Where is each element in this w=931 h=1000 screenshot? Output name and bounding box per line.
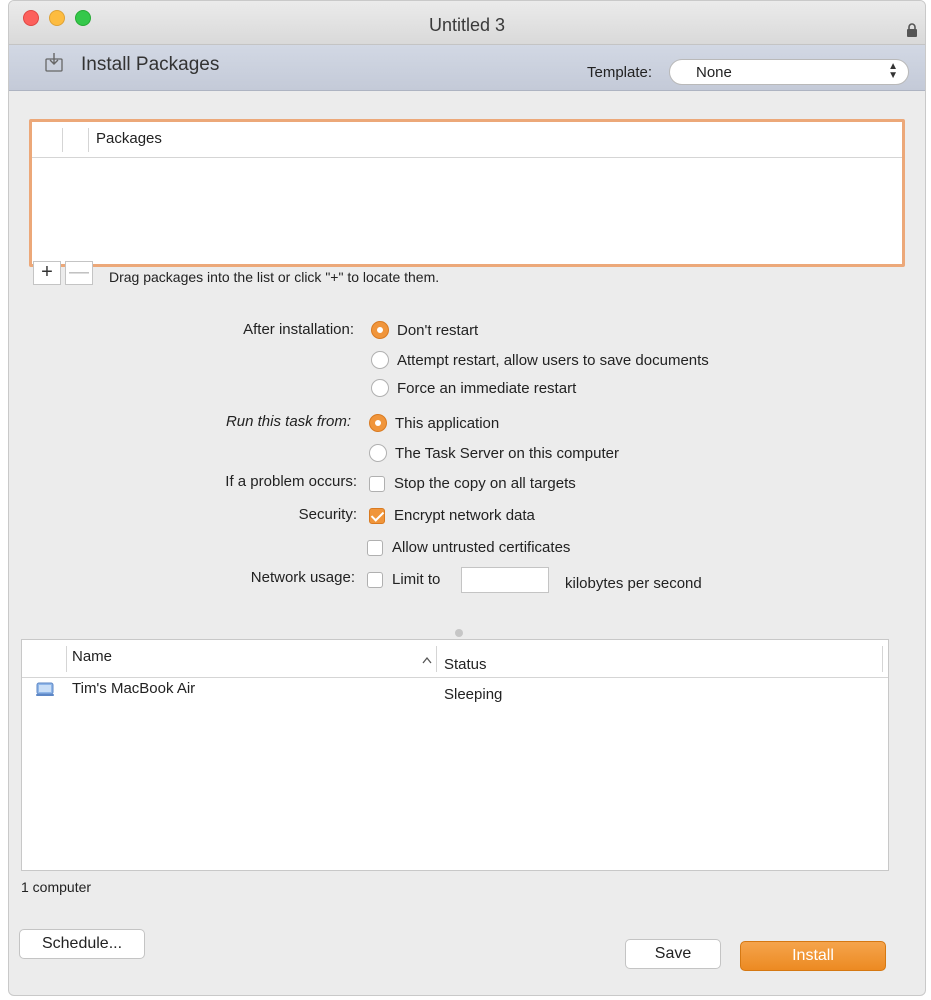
lock-icon[interactable] — [905, 23, 919, 37]
packages-column-header[interactable]: Packages — [96, 130, 162, 147]
column-divider — [436, 646, 437, 672]
install-packages-window — [8, 0, 926, 996]
computers-list[interactable] — [21, 639, 889, 871]
checkbox-encrypt[interactable] — [369, 507, 535, 524]
radio-button[interactable] — [369, 444, 387, 462]
task-title: Install Packages — [81, 54, 220, 75]
chevron-up-down-icon: ▲ ▼ — [888, 61, 898, 81]
radio-this-application[interactable] — [369, 414, 499, 432]
radio-attempt-restart[interactable] — [371, 351, 709, 369]
remove-package-button[interactable]: — — [65, 261, 93, 285]
checkbox-untrusted-certs[interactable] — [367, 539, 570, 556]
option-label: Attempt restart, allow users to save documents — [397, 351, 709, 369]
computer-count: 1 computer — [21, 879, 92, 895]
table-row[interactable] — [22, 678, 888, 704]
template-select[interactable] — [669, 59, 909, 85]
packages-hint: Drag packages into the list or click "+" to locate them. — [109, 269, 440, 285]
radio-button-selected[interactable] — [371, 321, 389, 339]
radio-button[interactable] — [371, 351, 389, 369]
option-label: Force an immediate restart — [397, 379, 577, 397]
sort-ascending-icon[interactable] — [422, 656, 432, 664]
run-task-from-label: Run this task from: — [225, 413, 351, 430]
column-divider — [88, 128, 89, 152]
add-package-button[interactable]: + — [33, 261, 61, 285]
title-bar — [9, 1, 925, 45]
window-title: Untitled 3 — [428, 15, 506, 35]
option-label: The Task Server on this computer — [395, 444, 619, 462]
checkbox-stop-copy[interactable] — [369, 475, 576, 492]
checkbox[interactable] — [367, 572, 383, 588]
option-label: Encrypt network data — [394, 507, 535, 524]
option-label: Limit to — [392, 571, 441, 588]
toolbar — [9, 45, 925, 91]
network-usage-label: Network usage: — [250, 569, 355, 586]
option-label: Don't restart — [397, 321, 479, 339]
option-label: This application — [395, 414, 500, 432]
option-label: Stop the copy on all targets — [394, 475, 576, 492]
packages-list[interactable] — [29, 119, 905, 267]
security-label: Security: — [298, 506, 357, 523]
radio-force-restart[interactable] — [371, 379, 576, 397]
computers-list-header — [22, 640, 888, 678]
computer-name: Tim's MacBook Air — [72, 680, 196, 697]
column-divider — [66, 646, 67, 672]
template-selected-value: None — [696, 64, 732, 81]
column-divider — [62, 128, 63, 152]
radio-dont-restart[interactable] — [371, 321, 478, 339]
rate-unit-label: kilobytes per second — [565, 575, 702, 592]
install-packages-icon — [43, 51, 65, 73]
schedule-button[interactable]: Schedule... — [19, 929, 145, 959]
option-label: Allow untrusted certificates — [392, 539, 571, 556]
radio-button-selected[interactable] — [369, 414, 387, 432]
after-installation-label: After installation: — [243, 321, 354, 338]
checkbox-checked[interactable] — [369, 508, 385, 524]
column-divider — [882, 646, 883, 672]
template-label: Template: — [587, 64, 653, 81]
radio-task-server[interactable] — [369, 444, 619, 462]
install-button[interactable]: Install — [740, 941, 886, 971]
computer-status: Sleeping — [444, 686, 503, 703]
radio-button[interactable] — [371, 379, 389, 397]
name-column-header[interactable]: Name — [72, 648, 113, 665]
laptop-icon — [36, 682, 54, 697]
status-column-header[interactable]: Status — [444, 656, 487, 673]
rate-limit-input[interactable] — [461, 567, 549, 593]
save-button[interactable]: Save — [625, 939, 721, 969]
checkbox-limit[interactable] — [367, 571, 440, 588]
checkbox[interactable] — [369, 476, 385, 492]
split-view-handle[interactable] — [455, 629, 463, 637]
packages-list-header — [32, 122, 902, 158]
problem-label: If a problem occurs: — [225, 473, 357, 490]
checkbox[interactable] — [367, 540, 383, 556]
